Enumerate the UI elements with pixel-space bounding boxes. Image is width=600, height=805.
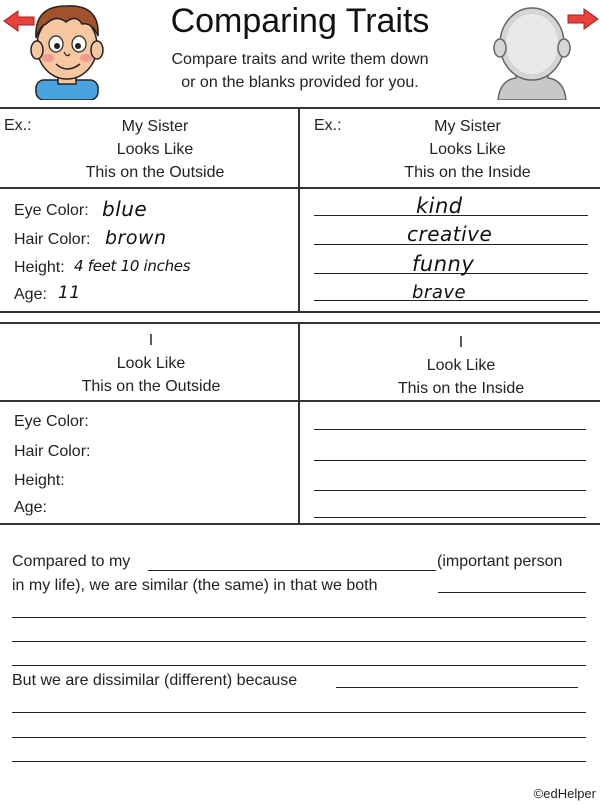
self-table-divider <box>0 400 600 402</box>
difference-blank[interactable] <box>12 761 586 762</box>
difference-blank[interactable] <box>12 712 586 713</box>
similarity-blank[interactable] <box>12 665 586 666</box>
compare-prompt-end: (important person <box>437 553 563 570</box>
header-line: This on the Inside <box>404 164 531 181</box>
height-label: Height: <box>14 472 65 489</box>
age-value: 11 <box>58 283 81 303</box>
inside-trait-value: creative <box>407 222 493 246</box>
self-inside-header <box>336 331 586 400</box>
header-line: Looks Like <box>429 141 506 158</box>
important-person-blank[interactable] <box>148 570 436 571</box>
hair-color-value: brown <box>105 227 167 249</box>
header-line: I <box>458 334 464 351</box>
header-line: This on the Inside <box>397 380 525 397</box>
height-value: 4 feet 10 inches <box>74 257 191 275</box>
hair-color-label: Hair Color: <box>14 443 91 460</box>
inside-trait-value: kind <box>416 194 463 218</box>
header-line: I <box>148 332 154 349</box>
similarity-prompt: in my life), we are similar (the same) in that we both <box>12 577 378 594</box>
inside-trait-blank[interactable] <box>314 460 586 461</box>
subtitle-line: or on the blanks provided for you. <box>181 74 419 91</box>
inside-trait-value: brave <box>412 282 467 303</box>
example-table-column-divider <box>298 107 300 313</box>
header-line: Look Like <box>426 357 496 374</box>
height-label: Height: <box>14 259 65 276</box>
page-title: Comparing Traits <box>170 2 430 40</box>
hair-color-label: Hair Color: <box>14 231 91 248</box>
example-inside-header <box>340 115 595 184</box>
similarity-blank[interactable] <box>438 592 586 593</box>
example-tag: Ex.: <box>4 117 32 134</box>
header-line: Look Like <box>116 355 186 372</box>
self-outside-header <box>26 329 276 398</box>
difference-prompt: But we are dissimilar (different) because <box>12 672 298 689</box>
difference-blank[interactable] <box>12 737 586 738</box>
header-line: This on the Outside <box>85 164 225 181</box>
subtitle-line: Compare traits and write them down <box>171 51 429 68</box>
example-outside-header <box>30 115 280 184</box>
inside-trait-blank[interactable] <box>314 429 586 430</box>
similarity-blank[interactable] <box>12 617 586 618</box>
header-line: Looks Like <box>116 141 194 158</box>
inside-trait-blank[interactable] <box>314 490 586 491</box>
eye-color-value: blue <box>102 197 148 221</box>
header-line: This on the Outside <box>81 378 221 395</box>
example-tag: Ex.: <box>314 117 342 134</box>
eye-color-label: Eye Color: <box>14 202 89 219</box>
inside-trait-value: funny <box>412 252 475 276</box>
self-table-column-divider <box>298 322 300 525</box>
similarity-blank[interactable] <box>12 641 586 642</box>
eye-color-label: Eye Color: <box>14 413 89 430</box>
inside-trait-blank[interactable] <box>314 517 586 518</box>
copyright-notice: ©edHelper <box>533 786 596 801</box>
header-line: My Sister <box>121 118 189 135</box>
compare-prompt-start: Compared to my <box>12 553 131 570</box>
age-label: Age: <box>14 286 47 303</box>
difference-blank[interactable] <box>336 687 578 688</box>
header-line: My Sister <box>434 118 501 135</box>
example-table-divider <box>0 187 600 189</box>
page-subtitle <box>140 48 460 94</box>
age-label: Age: <box>14 499 47 516</box>
